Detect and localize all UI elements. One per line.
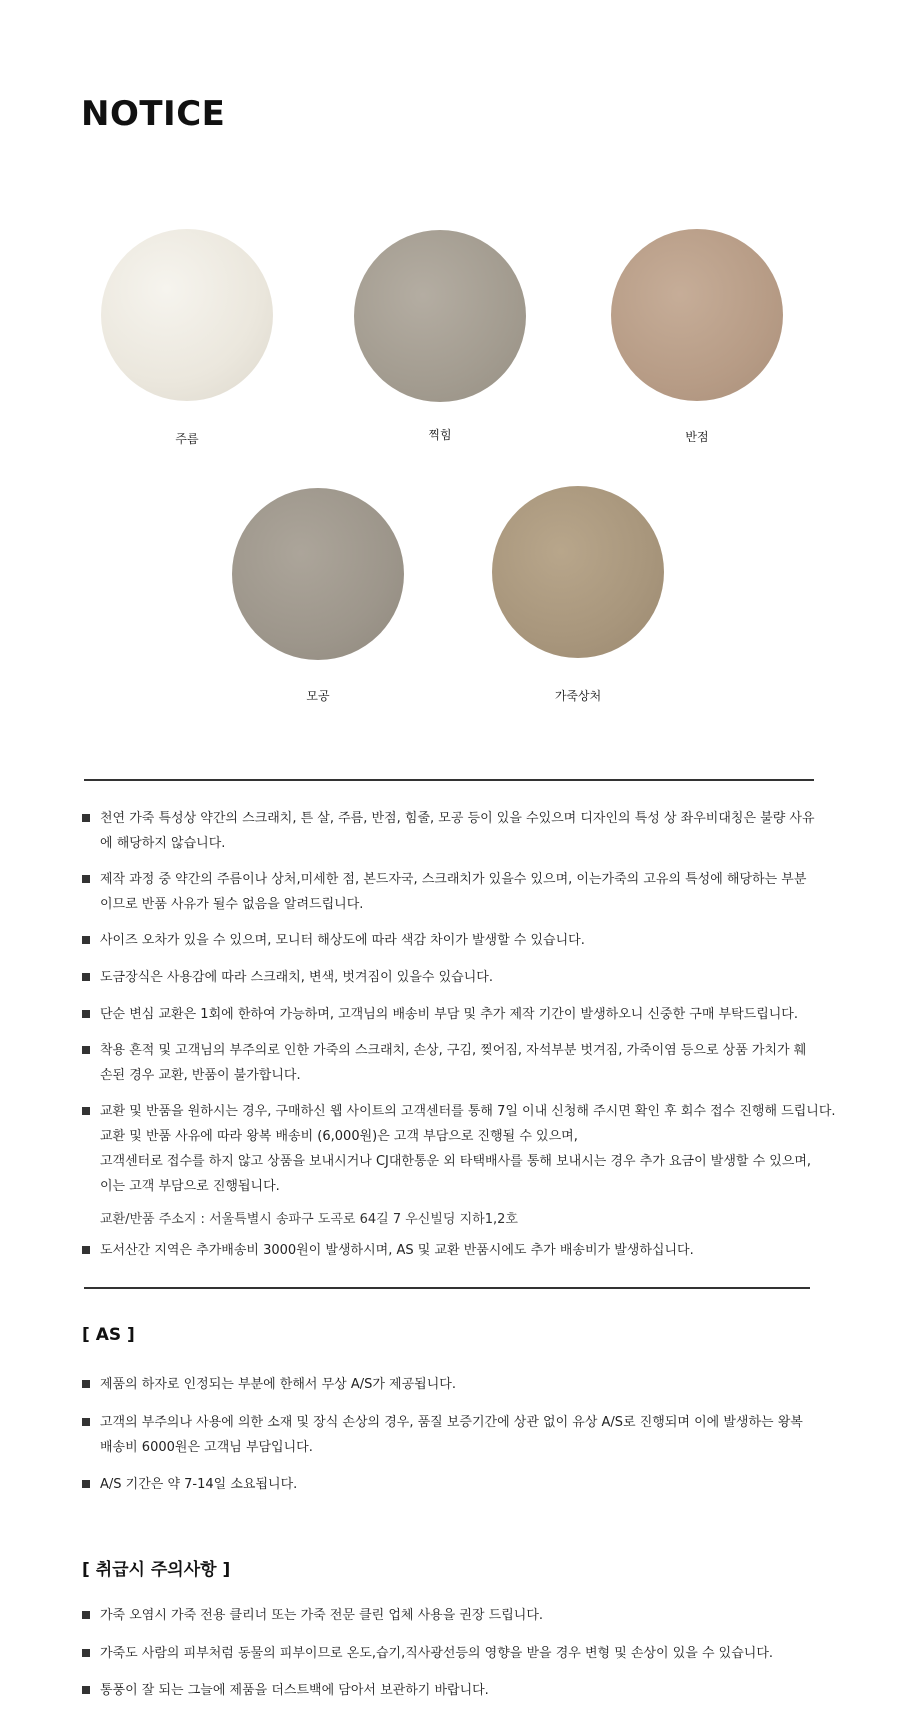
list-item: 사이즈 오차가 있을 수 있으며, 모니터 해상도에 따라 색감 차이가 발생할 수 있습니다. xyxy=(82,928,842,953)
list-item: 통풍이 잘 되는 그늘에 제품을 더스트백에 담아서 보관하기 바랍니다. xyxy=(82,1678,842,1703)
swatch-pore-image xyxy=(232,488,404,660)
bullet-icon xyxy=(82,1380,90,1388)
bullet-icon xyxy=(82,814,90,822)
swatch-dent-image xyxy=(354,230,526,402)
as-list xyxy=(82,1372,842,1497)
bullet-icon xyxy=(82,1107,90,1115)
list-item: 도금장식은 사용감에 따라 스크래치, 변색, 벗겨짐이 있을수 있습니다. xyxy=(82,965,842,990)
swatch-wrinkle-image xyxy=(101,229,273,401)
swatch-scar-image xyxy=(492,486,664,658)
bullet-icon xyxy=(82,1046,90,1054)
bullet-icon xyxy=(82,936,90,944)
swatch-spot-label: 반점 xyxy=(685,430,709,444)
list-item: 제작 과정 중 약간의 주름이나 상처,미세한 점, 본드자국, 스크래치가 있을수 있으며, 이는가죽의 고유의 특성에 해당하는 부분 이므로 반품 사유가 될수 없음을 알려드립니다. xyxy=(82,867,842,917)
list-item: 고객의 부주의나 사용에 의한 소재 및 장식 손상의 경우, 품질 보증기간에 상관 없이 유상 A/S로 진행되며 이에 발생하는 왕복 배송비 6000원은 고객님 부담입니다. xyxy=(82,1410,842,1460)
list-item: 제품의 하자로 인정되는 부분에 한해서 무상 A/S가 제공됩니다. xyxy=(82,1372,842,1397)
swatch-scar-label: 가죽상처 xyxy=(554,689,602,703)
divider-bottom xyxy=(84,1287,810,1289)
list-item: 교환 및 반품을 원하시는 경우, 구매하신 웹 사이트의 고객센터를 통해 7일 이내 신청해 주시면 확인 후 회수 접수 진행해 드립니다. 교환 및 반품 사유에 따라 왕복 배송비 (6,000원)은 고객 부담으로 진행될 수 있으며, 고객센터로 접수를 하지 않고 상품을 보내시거나 CJ대한통운 외 타택배사를 통해 보내시는 경우 추가 요금이 발생할 수 있으며, 이는 고객 부담으로 진행됩니다. 교환/반품 주소지 : 서울특별시 송파구 도곡로 64길 7 우신빌딩 지하1,2호 xyxy=(82,1099,842,1232)
bullet-icon xyxy=(82,1480,90,1488)
notice-list xyxy=(82,806,842,1263)
bullet-icon xyxy=(82,1611,90,1619)
list-item: A/S 기간은 약 7-14일 소요됩니다. xyxy=(82,1472,842,1497)
notice-title: NOTICE xyxy=(81,94,226,134)
care-list xyxy=(82,1603,842,1703)
swatch-pore-label: 모공 xyxy=(306,689,330,703)
bullet-icon xyxy=(82,973,90,981)
bullet-icon xyxy=(82,1246,90,1254)
swatch-spot-image xyxy=(611,229,783,401)
swatch-wrinkle-label: 주름 xyxy=(175,432,199,446)
list-item: 단순 변심 교환은 1회에 한하여 가능하며, 고객님의 배송비 부담 및 추가 제작 기간이 발생하오니 신중한 구매 부탁드립니다. xyxy=(82,1002,842,1027)
return-address: 교환/반품 주소지 : 서울특별시 송파구 도곡로 64길 7 우신빌딩 지하1,2호 xyxy=(100,1212,518,1227)
bullet-icon xyxy=(82,1686,90,1694)
list-item: 가죽도 사람의 피부처럼 동물의 피부이므로 온도,습기,직사광선등의 영향을 받을 경우 변형 및 손상이 있을 수 있습니다. xyxy=(82,1641,842,1666)
list-item: 가죽 오염시 가죽 전용 클리너 또는 가죽 전문 클린 업체 사용을 권장 드립니다. xyxy=(82,1603,842,1628)
as-section-title: [ AS ] xyxy=(82,1325,135,1345)
list-item: 착용 흔적 및 고객님의 부주의로 인한 가죽의 스크래치, 손상, 구김, 찢어짐, 자석부분 벗겨짐, 가죽이염 등으로 상품 가치가 훼 손된 경우 교환, 반품이 불가합니다. xyxy=(82,1038,842,1088)
swatch-dent-label: 찍힘 xyxy=(428,428,452,442)
list-item: 도서산간 지역은 추가배송비 3000원이 발생하시며, AS 및 교환 반품시에도 추가 배송비가 발생하십니다. xyxy=(82,1238,842,1263)
care-section-title: [ 취급시 주의사항 ] xyxy=(82,1560,231,1580)
divider-top xyxy=(84,779,814,781)
list-item: 천연 가죽 특성상 약간의 스크래치, 튼 살, 주름, 반점, 힘줄, 모공 등이 있을 수있으며 디자인의 특성 상 좌우비대칭은 불량 사유 에 해당하지 않습니다. xyxy=(82,806,842,856)
bullet-icon xyxy=(82,875,90,883)
bullet-icon xyxy=(82,1010,90,1018)
bullet-icon xyxy=(82,1418,90,1426)
bullet-icon xyxy=(82,1649,90,1657)
